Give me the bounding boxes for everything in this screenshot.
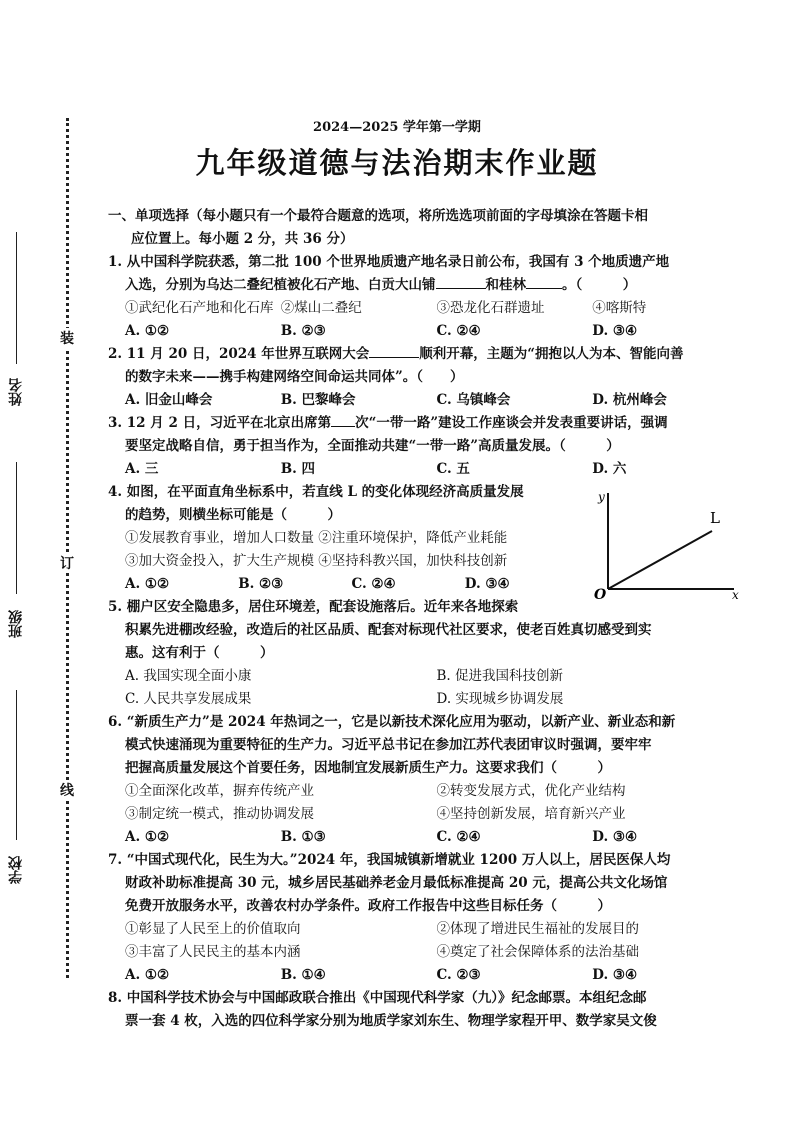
school-field-line — [16, 690, 17, 840]
answer-choices: A. ①② B. ①④ C. ②③ D. ③④ — [125, 967, 638, 983]
school-field-label: 学校 — [8, 856, 24, 884]
term-label: 2024—2025 学年第一学期 — [313, 120, 481, 135]
answer-blank — [526, 274, 562, 289]
coordinate-graph — [594, 485, 742, 601]
y-axis-label: y — [598, 490, 605, 504]
option-items: ①武纪化石产地和化石库 ②煤山二叠纪 ③恐龙化石群遗址 ④喀斯特 — [125, 300, 647, 316]
question-3: 3. 12 月 2 日，习近平在北京出席第 次“一带一路”建设工作座谈会并发表重要讲话，强调 要坚定战略自信，勇于担当作为，全面推动共建“一带一路”高质量发展。（ ） A. 三 B. 四 C. 五 D. 六 — [108, 412, 748, 481]
line-label: L — [710, 509, 720, 527]
section-heading: 一、单项选择（每小题只有一个最符合题意的选项，将所选选项前面的字母填涂在答题卡相 应位置上。每小题 2 分，共 36 分） — [108, 208, 648, 247]
binding-mark-zhuang: 装 — [58, 328, 76, 348]
answer-choices: A. 我国实现全面小康 B. 促进我国科技创新 — [125, 668, 564, 684]
answer-choices: A. ①② B. ①③ C. ②④ D. ③④ — [125, 829, 638, 845]
question-1: 1. 从中国科学院获悉，第二批 100 个世界地质遗产地名录日前公布，我国有 3 个地质遗产地 入选，分别为乌达二叠纪植被化石产地、白贡大山铺 和桂林 。（ ） ①武纪化石产地和化石库 ②煤山二叠纪 ③恐龙化石群遗址 ④喀斯特 A. ①② B. ②③ C. ②④ D. ③④ — [108, 251, 748, 343]
answer-choices: A. 三 B. 四 C. 五 D. 六 — [125, 461, 627, 477]
binding-dotted-line — [66, 118, 69, 978]
answer-choices: A. ①② B. ②③ C. ②④ D. ③④ — [125, 576, 510, 592]
answer-blank — [331, 412, 355, 427]
binding-mark-xian: 线 — [58, 780, 76, 800]
question-5: 5. 棚户区安全隐患多，居住环境差，配套设施落后。近年来各地探索 积累先进棚改经验，改造后的社区品质、配套对标现代社区要求，使老百姓真切感受到实 惠。这有利于（ ） A. 我国实现全面小康 B. 促进我国科技创新 C. 人民共享发展成果 D. 实现城乡协调发展 — [108, 596, 748, 711]
question-7: 7. “中国式现代化，民生为大。”2024 年，我国城镇新增就业 1200 万人以上，居民医保人均 财政补助标准提高 30 元，城乡居民基础养老金月最低标准提高 20 元，提高公共文化场馆 免费开放服务水平，改善农村办学条件。政府工作报告中这些目标任务（ ） ①彰显了人民至上的价值取向 ②体现了增进民生福祉的发展目的 ③丰富了人民民主的基本内涵 ④奠定了社会保障体系的法治基础 A. ①② B. ①④ C. ②③ D. ③④ — [108, 849, 748, 987]
option-items: ③制定统一模式，推动协调发展 ④坚持创新发展，培育新兴产业 — [125, 806, 626, 822]
answer-choices: C. 人民共享发展成果 D. 实现城乡协调发展 — [125, 691, 564, 707]
class-field-label: 班级 — [8, 610, 24, 638]
origin-label: O — [594, 587, 607, 601]
question-4: 4. 如图，在平面直角坐标系中，若直线 L 的变化体现经济高质量发展 的趋势，则横坐标可能是（ ） ①发展教育事业，增加人口数量 ②注重环境保护，降低产业耗能 ③加大资金投入，扩大生产规模 ④坚持科教兴国，加快科技创新 A. ①② B. ②③ C. ②④ D. ③④ y x O L — [108, 481, 748, 596]
question-8: 8. 中国科学技术协会与中国邮政联合推出《中国现代科学家（九）》纪念邮票。本组纪念邮 票一套 4 枚，入选的四位科学家分别为地质学家刘东生、物理学家程开甲、数学家吴文俊 — [108, 990, 657, 1029]
option-items: ①彰显了人民至上的价值取向 ②体现了增进民生福祉的发展目的 — [125, 921, 639, 937]
line-l — [608, 531, 712, 589]
option-items: ①全面深化改革，摒弃传统产业 ②转变发展方式，优化产业结构 — [125, 783, 626, 799]
answer-choices: A. ①② B. ②③ C. ②④ D. ③④ — [125, 323, 638, 339]
answer-choices: A. 旧金山峰会 B. 巴黎峰会 C. 乌镇峰会 D. 杭州峰会 — [125, 392, 667, 408]
name-field-line — [16, 232, 17, 364]
class-field-line — [16, 462, 17, 594]
name-field-label: 姓名 — [8, 378, 24, 406]
option-items: ③丰富了人民民主的基本内涵 ④奠定了社会保障体系的法治基础 — [125, 944, 639, 960]
page-title: 九年级道德与法治期末作业题 — [195, 146, 599, 180]
binding-mark-ding: 订 — [58, 553, 76, 573]
question-section — [108, 205, 748, 1033]
question-6: 6. “新质生产力”是 2024 年热词之一，它是以新技术深化应用为驱动，以新产业、新业态和新 模式快速涌现为重要特征的生产力。习近平总书记在参加江苏代表团审议时强调，要牢牢 把握高质量发展这个首要任务，因地制宜发展新质生产力。这要求我们（ ） ①全面深化改革，摒弃传统产业 ②转变发展方式，优化产业结构 ③制定统一模式，推动协调发展 ④坚持创新发展，培育新兴产业 A. ①② B. ①③ C. ②④ D. ③④ — [108, 711, 748, 849]
answer-blank — [369, 343, 419, 358]
answer-blank — [436, 274, 486, 289]
question-2: 2. 11 月 20 日，2024 年世界互联网大会 顺利开幕，主题为“拥抱以人为本、智能向善 的数字未来——携手构建网络空间命运共同体”。（ ） A. 旧金山峰会 B. 巴黎峰会 C. 乌镇峰会 D. 杭州峰会 — [108, 343, 748, 412]
x-axis-label: x — [732, 588, 739, 601]
